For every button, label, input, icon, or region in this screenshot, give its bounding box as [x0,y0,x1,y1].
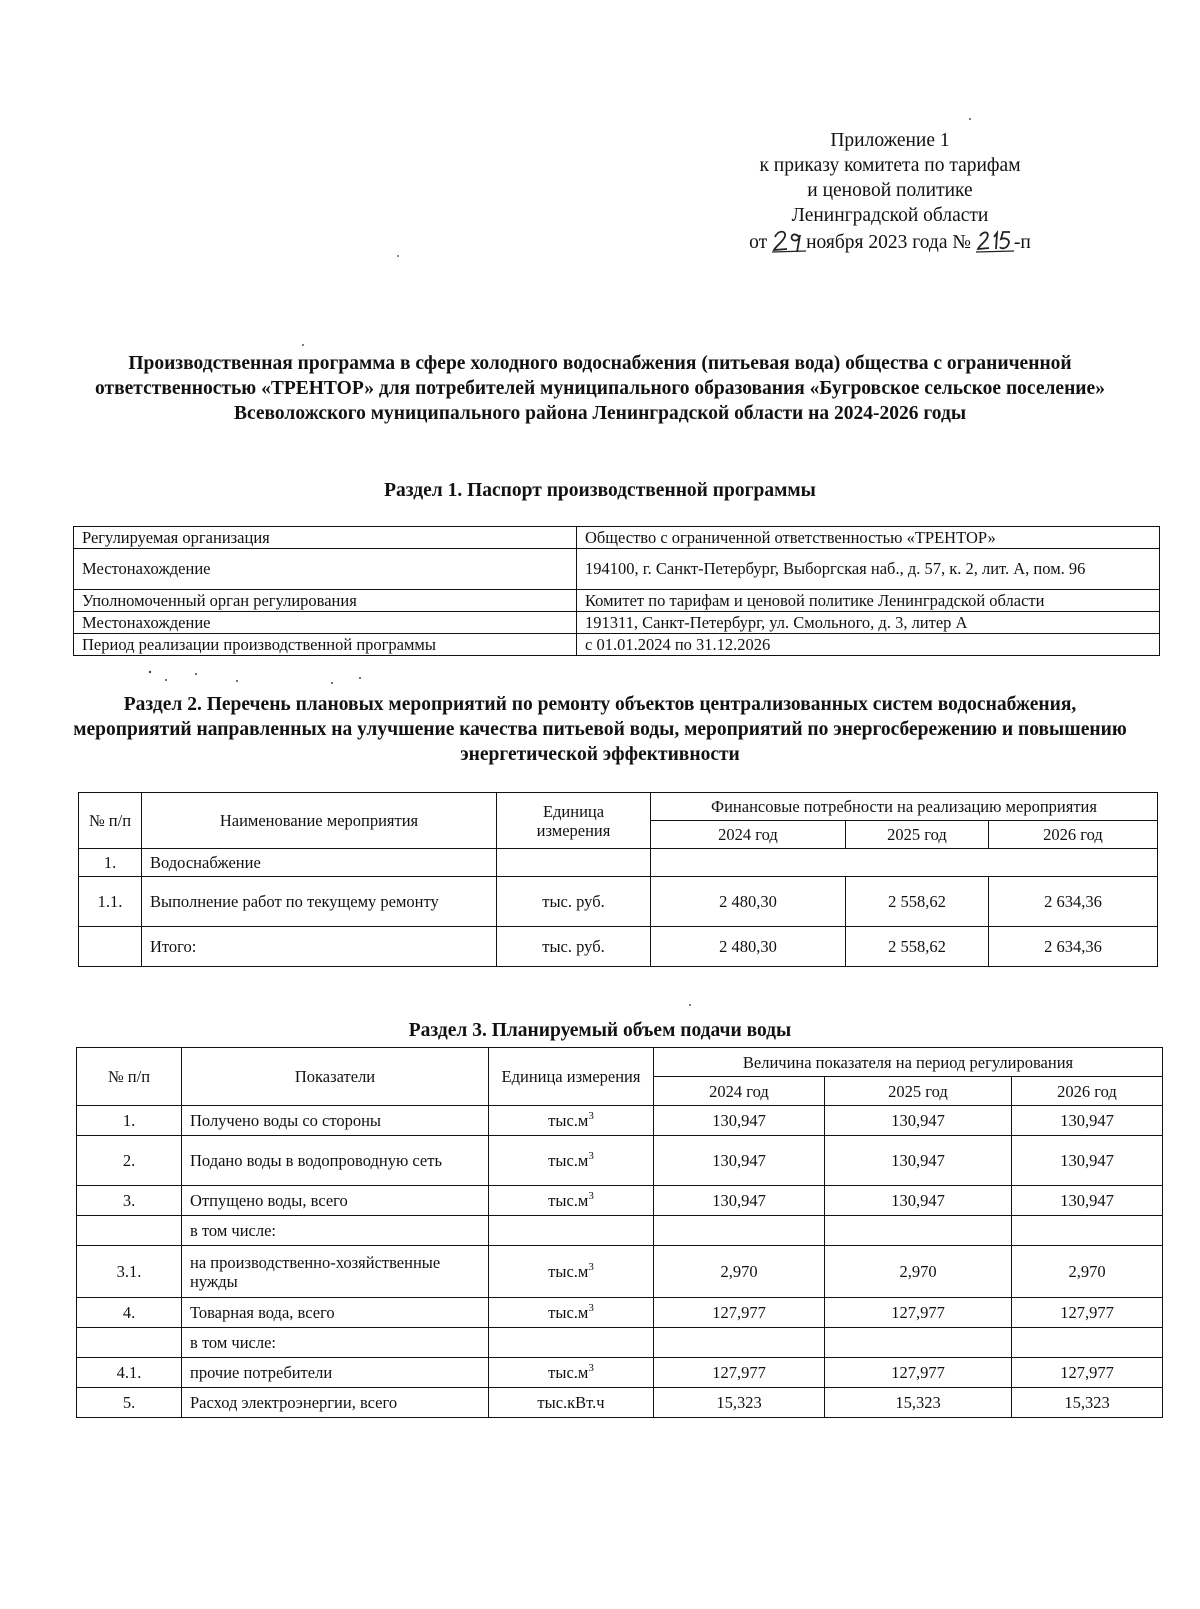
table-row [79,849,1158,877]
program-title: Производственная программа в сфере холодного водоснабжения (питьевая вода) общества с ограниченной ответственностью «ТРЕНТОР» для потребителей муниципального образования «Бугровское сельское поселение» Всеволожского муниципального района Ленинградской области на 2024-2026 годы [95,353,1105,424]
cell-2026: 2,970 [1012,1246,1163,1298]
handwritten-order-number [976,228,1014,254]
col-header-name: Наименование мероприятия [142,793,497,849]
table-row [77,1186,1163,1216]
cell-2026: 127,977 [1012,1298,1163,1328]
cell-name: Подано воды в водопроводную сеть [182,1136,489,1186]
table-row [77,1136,1163,1186]
table-row [74,527,1160,549]
cell-2025: 127,977 [825,1358,1012,1388]
date-prefix: от [749,232,768,253]
col-header-period: Величина показателя на период регулирования [654,1048,1163,1077]
cell-unit [489,1388,654,1418]
cell-2025: 15,323 [825,1388,1012,1418]
cell-unit [489,1328,654,1358]
measures-table [78,792,1158,967]
cell-2025: 2,970 [825,1246,1012,1298]
cell-2025: 130,947 [825,1186,1012,1216]
cell-unit [489,1136,654,1186]
cell-num: 3. [77,1186,182,1216]
passport-table [73,526,1160,656]
cell-2024 [654,1328,825,1358]
passport-key: Местонахождение [74,549,577,590]
col-header-2025: 2025 год [846,821,989,849]
appendix-header [700,128,1080,255]
passport-value: Общество с ограниченной ответственностью «ТРЕНТОР» [577,527,1160,549]
appendix-date-line [700,228,1080,255]
passport-value: с 01.01.2024 по 31.12.2026 [577,634,1160,656]
passport-key: Уполномоченный орган регулирования [74,590,577,612]
cell-unit [489,1246,654,1298]
table-row [77,1106,1163,1136]
unit-text: тыс.м [548,1151,589,1170]
unit-exponent: 3 [588,1302,594,1314]
cell-name: Итого: [142,927,497,967]
cell-unit [489,1216,654,1246]
cell-2025: 2 558,62 [846,877,989,927]
table-row [77,1298,1163,1328]
section-1-title: Раздел 1. Паспорт производственной программы [384,480,816,501]
cell-num: 2. [77,1136,182,1186]
section-3-title: Раздел 3. Планируемый объем подачи воды [408,1020,792,1041]
date-mid: ноября 2023 года № [806,232,971,253]
cell-2026: 2 634,36 [989,877,1158,927]
cell-unit: тыс. руб. [497,877,651,927]
passport-value: Комитет по тарифам и ценовой политике Ленинградской области [577,590,1160,612]
table-row [74,612,1160,634]
table-row [77,1328,1163,1358]
cell-name: прочие потребители [182,1358,489,1388]
cell-2025 [825,1216,1012,1246]
cell-unit [497,849,651,877]
table-header-row [79,793,1158,821]
col-header-num: № п/п [77,1048,182,1106]
col-header-finance: Финансовые потребности на реализацию мероприятия [651,793,1158,821]
cell-2024: 15,323 [654,1388,825,1418]
cell-2024: 130,947 [654,1136,825,1186]
appendix-line-3: и ценовой политике [807,180,973,201]
col-header-unit: Единица измерения [489,1048,654,1106]
unit-text: тыс.м [548,1303,589,1322]
cell-2026: 2 634,36 [989,927,1158,967]
cell-2025: 130,947 [825,1136,1012,1186]
cell-num: 3.1. [77,1246,182,1298]
col-header-unit: Единица измерения [497,793,651,849]
table-row [74,634,1160,656]
unit-text: тыс.м [548,1191,589,1210]
table-row [74,549,1160,590]
table-row [77,1216,1163,1246]
table-row [77,1246,1163,1298]
appendix-line-4: Ленинградской области [791,205,989,226]
unit-text: тыс.м [548,1363,589,1382]
unit-exponent: 3 [588,1190,594,1202]
order-suffix: -п [1013,232,1031,253]
table-row [77,1358,1163,1388]
col-header-num: № п/п [79,793,142,849]
table-row [74,590,1160,612]
appendix-line-2: к приказу комитета по тарифам [759,155,1021,176]
cell-name: Отпущено воды, всего [182,1186,489,1216]
passport-key: Период реализации производственной программы [74,634,577,656]
cell-2025: 2 558,62 [846,927,989,967]
col-header-2026: 2026 год [989,821,1158,849]
cell-2025: 130,947 [825,1106,1012,1136]
cell-num [77,1328,182,1358]
section-2-title: Раздел 2. Перечень плановых мероприятий по ремонту объектов централизованных систем водоснабжения, мероприятий направленных на улучшение качества питьевой воды, мероприятий по энергосбережению и повышению энергетической эффективности [73,694,1127,765]
cell-2024: 130,947 [654,1186,825,1216]
cell-2024: 127,977 [654,1358,825,1388]
cell-num: 5. [77,1388,182,1418]
unit-exponent: 3 [588,1362,594,1374]
cell-name: Водоснабжение [142,849,497,877]
cell-2026: 127,977 [1012,1358,1163,1388]
unit-exponent: 3 [588,1110,594,1122]
table-row [79,927,1158,967]
passport-key: Местонахождение [74,612,577,634]
cell-unit: тыс. руб. [497,927,651,967]
cell-2026 [1012,1216,1163,1246]
passport-value: 191311, Санкт-Петербург, ул. Смольного, д. 3, литер А [577,612,1160,634]
unit-text: тыс.м [548,1262,589,1281]
cell-2026 [1012,1328,1163,1358]
passport-value: 194100, г. Санкт-Петербург, Выборгская наб., д. 57, к. 2, лит. А, пом. 96 [577,549,1160,590]
cell-2024 [654,1216,825,1246]
cell-unit [489,1106,654,1136]
cell-empty [651,849,1158,877]
cell-unit [489,1358,654,1388]
cell-num: 4. [77,1298,182,1328]
col-header-2025: 2025 год [825,1077,1012,1106]
cell-unit [489,1186,654,1216]
cell-2024: 130,947 [654,1106,825,1136]
table-row [79,877,1158,927]
unit-exponent: 3 [588,1261,594,1273]
cell-2025: 127,977 [825,1298,1012,1328]
cell-2026: 130,947 [1012,1106,1163,1136]
table-header-row [77,1048,1163,1077]
cell-2026: 130,947 [1012,1136,1163,1186]
col-header-name: Показатели [182,1048,489,1106]
cell-num [77,1216,182,1246]
cell-num: 1. [77,1106,182,1136]
cell-name: Получено воды со стороны [182,1106,489,1136]
cell-num: 1. [79,849,142,877]
water-supply-table [76,1047,1163,1418]
col-header-2024: 2024 год [651,821,846,849]
cell-name: в том числе: [182,1216,489,1246]
cell-unit [489,1298,654,1328]
handwritten-day [772,228,806,254]
cell-2025 [825,1328,1012,1358]
appendix-line-1: Приложение 1 [830,130,950,151]
cell-2024: 2 480,30 [651,927,846,967]
cell-2024: 127,977 [654,1298,825,1328]
table-row [77,1388,1163,1418]
cell-name: Выполнение работ по текущему ремонту [142,877,497,927]
cell-name: Расход электроэнергии, всего [182,1388,489,1418]
cell-num [79,927,142,967]
cell-2024: 2,970 [654,1246,825,1298]
cell-2024: 2 480,30 [651,877,846,927]
col-header-2026: 2026 год [1012,1077,1163,1106]
cell-name: на производственно-хозяйственные нужды [182,1246,489,1298]
unit-text: тыс.м [548,1111,589,1130]
cell-2026: 130,947 [1012,1186,1163,1216]
unit-exponent: 3 [588,1150,594,1162]
cell-name: в том числе: [182,1328,489,1358]
cell-num: 1.1. [79,877,142,927]
col-header-2024: 2024 год [654,1077,825,1106]
cell-name: Товарная вода, всего [182,1298,489,1328]
passport-key: Регулируемая организация [74,527,577,549]
cell-num: 4.1. [77,1358,182,1388]
unit-text: тыс.кВт.ч [537,1393,605,1412]
cell-2026: 15,323 [1012,1388,1163,1418]
